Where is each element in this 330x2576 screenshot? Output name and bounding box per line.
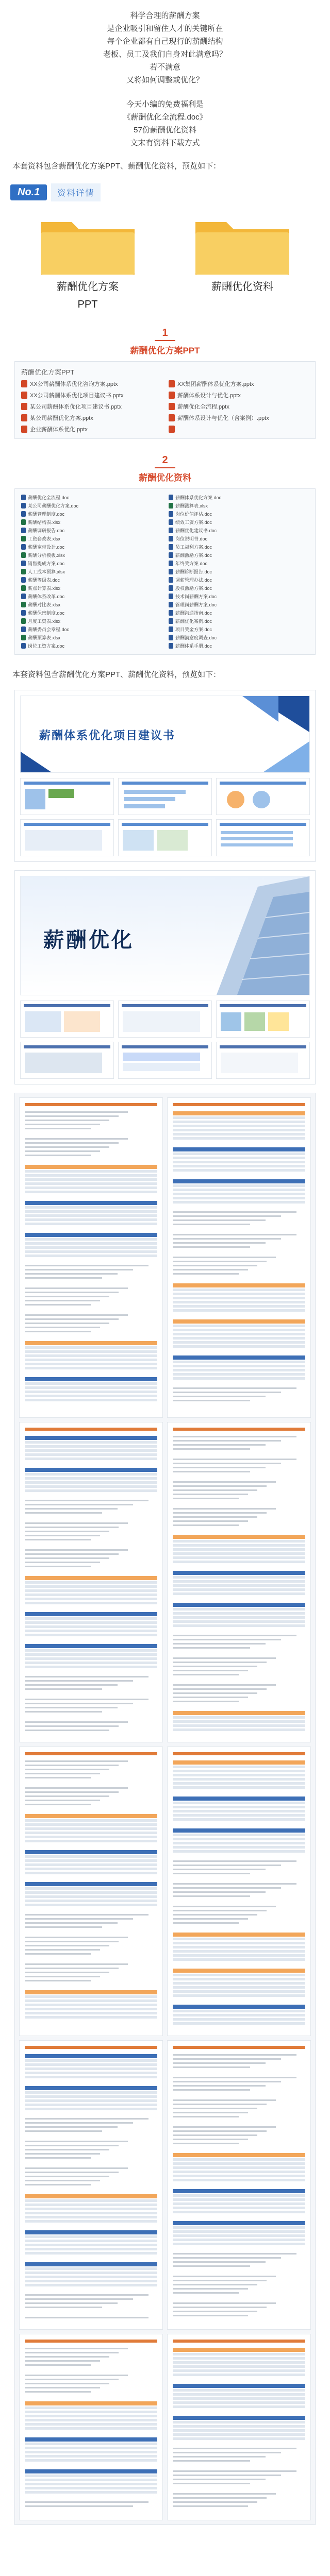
doc-file-icon [169, 594, 173, 599]
file-item[interactable] [21, 601, 161, 608]
document-page-preview [167, 2040, 311, 2330]
folder-materials[interactable] [180, 215, 304, 312]
doc-file-icon [169, 519, 173, 525]
ppt-file-icon [169, 392, 175, 399]
file-name: 工资套改表.xlsx [28, 536, 61, 541]
intro-paragraph: 本套资料包含薪酬优化方案PPT、薪酬优化资料，预览如下： [12, 162, 221, 171]
file-name: XX公司薪酬体系优化项目建议书.pptx [30, 393, 124, 399]
slide-thumbnail [216, 1001, 310, 1038]
file-item[interactable] [21, 511, 161, 517]
file-item[interactable] [169, 527, 309, 534]
doc-file-list [14, 488, 316, 655]
file-item[interactable] [21, 402, 161, 411]
file-name: 薪酬委员会章程.doc [28, 627, 70, 632]
doc-file-icon [169, 635, 173, 640]
file-name: 薪酬体系改革.doc [28, 594, 65, 599]
file-name: 调薪管理办法.doc [175, 578, 212, 583]
file-item[interactable] [21, 642, 161, 649]
file-name: 岗位工资方案.doc [28, 643, 65, 649]
xls-file-icon [21, 536, 26, 541]
file-name: 薪酬沟通指南.doc [175, 611, 212, 616]
file-item[interactable] [169, 552, 309, 558]
doc-file-icon [169, 511, 173, 517]
file-item[interactable] [169, 535, 309, 542]
file-item[interactable] [169, 544, 309, 550]
doc-file-icon [169, 561, 173, 566]
file-item[interactable] [169, 577, 309, 583]
file-item[interactable] [21, 527, 161, 534]
part-title: 薪酬优化方案PPT [130, 346, 200, 355]
file-name: 岗位价值评估.doc [175, 512, 212, 517]
file-name: 技术岗薪酬方案.doc [175, 594, 217, 599]
file-name: 薪酬结构表.xlsx [28, 520, 61, 525]
file-name: XX集团薪酬体系优化方案.pptx [177, 381, 254, 387]
file-name: 薪酬宽带设计.doc [28, 545, 65, 550]
file-name: 薪酬激励方案.doc [175, 553, 212, 558]
file-name: 薪酬优化建议书.doc [175, 528, 217, 533]
slide-thumbnails [20, 778, 310, 856]
file-grid [21, 494, 309, 649]
file-name: 薪酬体系手册.doc [175, 643, 212, 649]
document-page-preview [19, 1747, 163, 2036]
file-item[interactable] [21, 577, 161, 583]
file-item[interactable] [21, 380, 161, 388]
folder-label: 薪酬优化方案 [57, 281, 119, 293]
slide-thumbnail [216, 778, 310, 815]
file-name: 薪酬测算表.xlsx [175, 503, 208, 509]
doc-file-icon [21, 561, 26, 566]
doc-file-icon [169, 577, 173, 583]
file-item[interactable] [169, 601, 309, 608]
folder-icon [193, 215, 291, 277]
file-item[interactable] [169, 560, 309, 567]
file-name: 某公司薪酬优化方案.pptx [30, 415, 93, 421]
section-title: 资料详情 [51, 183, 101, 201]
slide-thumbnail [216, 1042, 310, 1079]
file-name: 薪酬体系优化方案.doc [175, 495, 222, 500]
file-name: 薪酬优化全流程.pptx [177, 404, 229, 410]
doc-file-icon [169, 585, 173, 591]
file-item[interactable] [169, 391, 309, 399]
ppt-file-icon [21, 380, 27, 387]
preview-paragraph: 本套资料包含薪酬优化方案PPT、薪酬优化资料，预览如下： [12, 670, 221, 679]
folder-row [10, 215, 320, 312]
ppt-file-icon [21, 414, 27, 421]
file-name: 股权激励方案.doc [175, 586, 212, 591]
file-item[interactable] [169, 618, 309, 624]
file-item[interactable] [21, 414, 161, 422]
doc-file-icon [21, 495, 26, 500]
file-name: 薪酬诊断报告.doc [175, 569, 212, 574]
section-header [10, 183, 330, 201]
file-item[interactable] [21, 535, 161, 542]
part-number: 1 [162, 327, 168, 338]
file-item[interactable] [21, 502, 161, 509]
slide-title: 薪酬优化 [43, 929, 134, 952]
doc-file-icon [21, 594, 26, 599]
ppt-file-icon [169, 380, 175, 387]
doc-file-icon [169, 626, 173, 632]
ppt-cover-slide [20, 696, 310, 773]
slide-thumbnail [118, 778, 212, 815]
file-name: 薪酬调研报告.doc [28, 528, 65, 533]
file-item[interactable] [169, 585, 309, 591]
intro-line: 57份薪酬优化资料 [134, 126, 196, 134]
ppt-file-list [14, 361, 316, 439]
file-item[interactable] [21, 552, 161, 558]
slide-thumbnail [20, 819, 114, 856]
file-name: 某公司薪酬优化方案.doc [28, 503, 79, 509]
document-page-preview [167, 1747, 311, 2036]
xls-file-icon [21, 569, 26, 574]
part-heading [0, 327, 330, 356]
doc-file-icon [169, 602, 173, 607]
folder-label: 薪酬优化资料 [211, 281, 273, 293]
file-item[interactable] [169, 494, 309, 501]
file-name: 薪酬分析模板.xlsx [28, 553, 65, 558]
doc-file-icon [169, 495, 173, 500]
xls-file-icon [21, 618, 26, 624]
slide-thumbnail [20, 1001, 114, 1038]
ppt-file-icon [169, 426, 175, 433]
folder-ppt[interactable] [26, 215, 150, 312]
document-page-preview [167, 1422, 311, 1742]
file-item[interactable] [21, 618, 161, 624]
doc-file-icon [21, 643, 26, 649]
doc-file-icon [21, 511, 26, 517]
file-name: 薪酬管理制度.doc [28, 512, 65, 517]
file-item[interactable] [169, 642, 309, 649]
document-page-preview [19, 1422, 163, 1742]
ppt-preview-1 [14, 690, 316, 862]
ppt-file-icon [169, 403, 175, 410]
file-name: XX公司薪酬体系优化咨询方案.pptx [30, 381, 118, 387]
intro-line: 科学合理的薪酬方案 [130, 11, 200, 20]
file-item[interactable] [169, 626, 309, 633]
file-item[interactable] [21, 425, 161, 433]
file-name: 薪酬保密制度.doc [28, 611, 65, 616]
slide-thumbnail [118, 1042, 212, 1079]
ppt-preview-2 [14, 870, 316, 1084]
file-name: 月度工资表.xlsx [28, 619, 61, 624]
file-item[interactable] [21, 560, 161, 567]
intro-line: 是企业吸引和留住人才的关键所在 [107, 24, 223, 33]
file-item[interactable] [21, 634, 161, 641]
xls-file-icon [21, 585, 26, 591]
file-item[interactable] [169, 425, 309, 433]
file-name: 薪酬满意度调查.doc [175, 635, 217, 640]
folder-label: PPT [77, 299, 98, 310]
intro-line: 又将如何调整或优化？ [126, 76, 204, 84]
file-name: 薪点计算表.xlsx [28, 586, 61, 591]
xls-file-icon [21, 519, 26, 525]
file-item[interactable] [169, 568, 309, 575]
intro-line: 《薪酬优化全流程.doc》 [123, 113, 207, 122]
file-item[interactable] [21, 568, 161, 575]
file-item[interactable] [169, 502, 309, 509]
doc-file-icon [169, 552, 173, 558]
file-item[interactable] [21, 609, 161, 616]
file-item[interactable] [21, 544, 161, 550]
file-item[interactable] [169, 519, 309, 526]
doc-file-icon [21, 610, 26, 616]
intro-line: 文末有资料下载方式 [130, 139, 200, 147]
file-name: 薪酬体系设计与优化（含案例）.pptx [177, 415, 269, 421]
file-name: 绩效工资方案.doc [175, 520, 212, 525]
file-grid [21, 380, 309, 433]
file-name: 薪酬预算表.xlsx [28, 635, 61, 640]
file-item[interactable] [169, 380, 309, 388]
file-name: 某公司薪酬体系优化项目建议书.pptx [30, 404, 122, 410]
folder-icon [39, 215, 137, 277]
part-title: 薪酬优化资料 [139, 473, 191, 483]
doc-file-icon [169, 569, 173, 574]
doc-file-icon [21, 503, 26, 509]
doc-file-icon [169, 618, 173, 624]
slide-title: 薪酬体系优化项目建议书 [39, 729, 176, 742]
part-number: 2 [162, 454, 168, 466]
ppt-file-icon [169, 414, 175, 421]
document-page-preview [19, 2040, 163, 2330]
building-image [155, 876, 309, 995]
doc-file-icon [169, 610, 173, 616]
part-heading [0, 454, 330, 483]
file-item[interactable] [21, 519, 161, 526]
file-name: 企业薪酬体系优化.pptx [30, 427, 88, 433]
ppt-file-icon [21, 392, 27, 399]
doc-file-icon [21, 577, 26, 583]
file-item[interactable] [169, 609, 309, 616]
ppt-file-icon [21, 426, 27, 433]
document-page-preview [19, 1097, 163, 1418]
file-name: 薪酬优化案例.doc [175, 619, 212, 624]
slide-thumbnail [20, 778, 114, 815]
xls-file-icon [21, 602, 26, 607]
doc-file-icon [169, 528, 173, 533]
file-item[interactable] [169, 414, 309, 422]
file-name: 员工福利方案.doc [175, 545, 212, 550]
file-item[interactable] [21, 494, 161, 501]
ppt-cover-slide [20, 876, 310, 995]
file-item[interactable] [21, 593, 161, 600]
doc-page-grid [19, 1097, 311, 2520]
doc-file-icon [169, 536, 173, 541]
file-name: 薪酬体系设计与优化.pptx [177, 393, 241, 399]
file-name: 薪酬对比表.xlsx [28, 602, 61, 607]
intro-line: 老板、员工及我们自身对此满意吗？ [103, 50, 227, 59]
document-page-preview [167, 2334, 311, 2520]
file-name: 销售提成方案.doc [28, 561, 65, 566]
file-item[interactable] [169, 593, 309, 600]
file-name: 年终奖方案.doc [175, 561, 208, 566]
file-name: 管理岗薪酬方案.doc [175, 602, 217, 607]
slide-thumbnail [216, 819, 310, 856]
file-item[interactable] [21, 391, 161, 399]
intro-line: 今天小编的免费福利是 [126, 100, 204, 109]
document-page-preview [19, 2334, 163, 2520]
xls-file-icon [169, 503, 173, 509]
intro-block [0, 0, 330, 149]
panel-heading: 薪酬优化方案PPT [21, 368, 75, 376]
file-item[interactable] [21, 585, 161, 591]
file-item[interactable] [169, 511, 309, 517]
slide-thumbnails [20, 1001, 310, 1079]
file-item[interactable] [169, 634, 309, 641]
file-item[interactable] [169, 402, 309, 411]
doc-file-icon [169, 544, 173, 550]
doc-file-icon [21, 626, 26, 632]
slide-thumbnail [20, 1042, 114, 1079]
file-name: 薪酬优化全流程.doc [28, 495, 70, 500]
slide-thumbnail [118, 1001, 212, 1038]
file-item[interactable] [21, 626, 161, 633]
doc-file-icon [169, 643, 173, 649]
file-name: 人工成本预算.xlsx [28, 569, 65, 574]
file-name: 岗位说明书.doc [175, 536, 208, 541]
xls-file-icon [21, 552, 26, 558]
slide-thumbnail [118, 819, 212, 856]
intro-line: 若不满意 [149, 63, 180, 72]
ppt-file-icon [21, 403, 27, 410]
doc-file-icon [21, 544, 26, 550]
intro-line: 每个企业都有自己现行的薪酬结构 [107, 37, 223, 46]
document-page-preview [167, 1097, 311, 1418]
section-number-badge: No.1 [10, 184, 47, 200]
xls-file-icon [21, 635, 26, 640]
doc-preview-pages [14, 1093, 316, 2525]
file-name: 薪酬等级表.doc [28, 578, 60, 583]
doc-file-icon [21, 528, 26, 533]
file-name: 项目奖金方案.doc [175, 627, 212, 632]
